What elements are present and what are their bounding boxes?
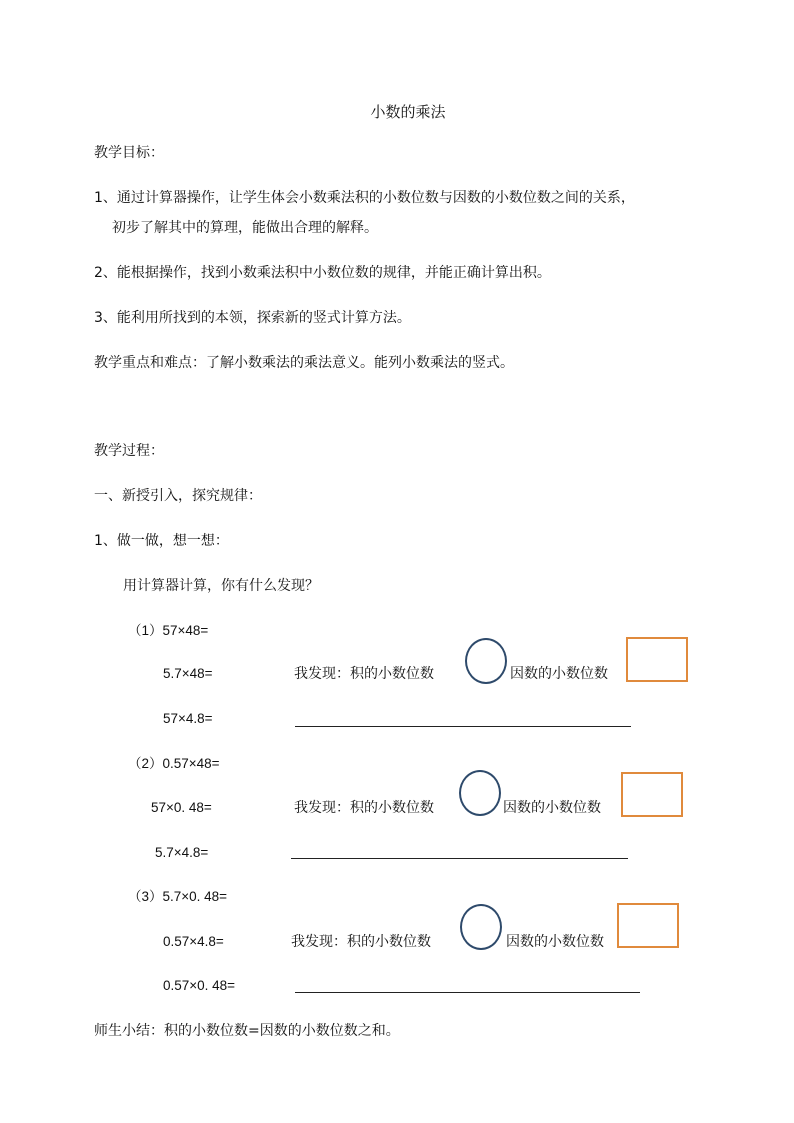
objective-3: 3、能利用所找到的本领，探索新的竖式计算方法。: [94, 310, 411, 326]
group-1-finding-b: 因数的小数位数: [510, 666, 608, 682]
group-1-line-1: （1）57×48=: [128, 623, 209, 638]
objective-1: 1、通过计算器操作，让学生体会小数乘法积的小数位数与因数的小数位数之间的关系，: [94, 190, 635, 206]
process-heading: 教学过程：: [94, 443, 164, 459]
group-1-line-3: 57×4.8=: [163, 711, 213, 726]
group-3-line-3: 0.57×0. 48=: [163, 978, 236, 993]
group-2-answer-box: [621, 772, 683, 817]
group-1-answer-circle: [465, 638, 507, 684]
group-2-finding-a: 我发现：积的小数位数: [294, 800, 434, 816]
group-1-answer-box: [626, 637, 688, 682]
group-2-line-2: 57×0. 48=: [151, 800, 212, 815]
group-3-answer-box: [617, 903, 679, 948]
objective-2: 2、能根据操作，找到小数乘法积中小数位数的规律，并能正确计算出积。: [94, 265, 551, 281]
group-2-answer-circle: [459, 770, 501, 816]
key-points: 教学重点和难点：了解小数乘法的乘法意义。能列小数乘法的竖式。: [94, 355, 514, 371]
group-3-answer-line: [295, 992, 640, 993]
group-1-answer-line: [295, 726, 631, 727]
activity-prompt: 用计算器计算，你有什么发现？: [123, 578, 319, 594]
group-2-answer-line: [291, 858, 628, 859]
group-3-finding-a: 我发现：积的小数位数: [291, 934, 431, 950]
group-2-line-1: （2）0.57×48=: [128, 756, 220, 771]
group-3-finding-b: 因数的小数位数: [506, 934, 604, 950]
activity-heading: 1、做一做，想一想：: [94, 533, 229, 549]
group-2-finding-b: 因数的小数位数: [503, 800, 601, 816]
group-2-line-3: 5.7×4.8=: [155, 845, 209, 860]
group-1-line-2: 5.7×48=: [163, 666, 213, 681]
group-3-line-2: 0.57×4.8=: [163, 934, 224, 949]
summary: 师生小结：积的小数位数=因数的小数位数之和。: [94, 1023, 400, 1039]
group-3-line-1: （3）5.7×0. 48=: [128, 889, 228, 904]
group-1-finding-a: 我发现：积的小数位数: [294, 666, 434, 682]
page-title: 小数的乘法: [370, 103, 446, 121]
objectives-heading: 教学目标：: [94, 145, 164, 161]
objective-1-continued: 初步了解其中的算理，能做出合理的解释。: [112, 220, 378, 236]
section-1-heading: 一、新授引入，探究规律：: [94, 488, 262, 504]
group-3-answer-circle: [460, 904, 502, 950]
